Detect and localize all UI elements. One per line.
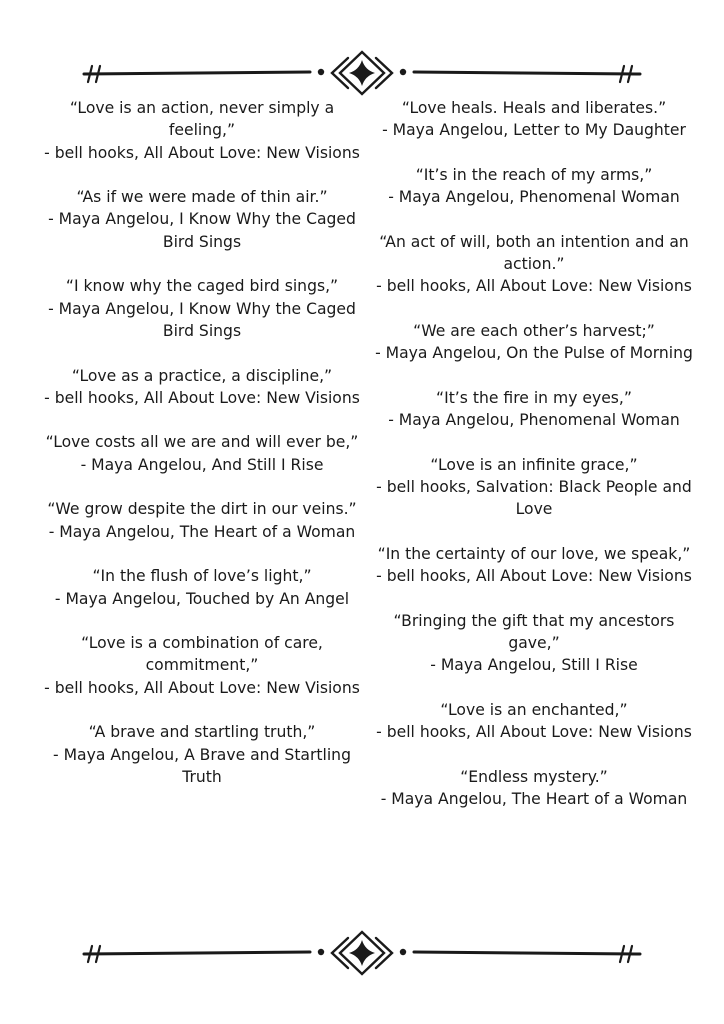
- quote-item: [42, 186, 362, 253]
- top-ornamental-divider: [0, 46, 724, 102]
- quote-attribution: - Maya Angelou, Phenomenal Woman: [388, 188, 680, 207]
- quote-text: “We are each other’s harvest;”: [413, 321, 655, 340]
- quote-item: [374, 543, 694, 588]
- quote-attribution: - Maya Angelou, Still I Rise: [430, 656, 638, 675]
- quote-attribution: - bell hooks, All About Love: New Visions: [44, 678, 360, 697]
- quote-item: [42, 721, 362, 788]
- quote-attribution: - bell hooks, All About Love: New Visions: [376, 277, 692, 296]
- quote-text: “Love heals. Heals and liberates.”: [401, 99, 667, 117]
- quote-item: [42, 431, 362, 476]
- left-quote-column: [42, 97, 362, 811]
- quote-text: “As if we were made of thin air.”: [76, 188, 328, 207]
- quote-attribution: - Maya Angelou, I Know Why the Caged Bird Sings: [48, 210, 356, 251]
- bottom-ornamental-divider: [0, 926, 724, 982]
- quote-attribution: - bell hooks, All About Love: New Visions: [376, 567, 692, 586]
- quote-item: [42, 365, 362, 410]
- quote-item: [374, 699, 694, 744]
- quote-text: “Love is an enchanted,”: [440, 701, 628, 720]
- quote-attribution: - Maya Angelou, The Heart of a Woman: [380, 790, 688, 809]
- quote-attribution: - bell hooks, All About Love: New Visions: [44, 388, 360, 407]
- diamond-star-ornament-icon: [0, 46, 724, 102]
- quote-attribution: - Maya Angelou, The Heart of a Woman: [48, 522, 356, 541]
- diamond-star-ornament-icon: [0, 926, 724, 982]
- quote-text: “Love is an action, never simply a feeling,”: [69, 99, 335, 140]
- quote-text: “Love costs all we are and will ever be,”: [45, 433, 359, 452]
- quote-attribution: - Maya Angelou, Touched by An Angel: [54, 589, 350, 608]
- quote-item: [374, 766, 694, 811]
- quote-text: “I know why the caged bird sings,”: [65, 277, 339, 296]
- quote-text: “An act of will, both an intention and an action.”: [379, 232, 689, 274]
- quote-attribution: - Maya Angelou, A Brave and Startling Truth: [53, 745, 351, 786]
- right-quote-column: [374, 97, 694, 833]
- quote-item: [374, 164, 694, 209]
- quote-text: “In the flush of love’s light,”: [92, 567, 312, 586]
- quote-item: [374, 97, 694, 142]
- quote-text: “A brave and startling truth,”: [88, 723, 316, 742]
- quote-text: “Bringing the gift that my ancestors gave,”: [393, 611, 675, 653]
- quote-item: [42, 275, 362, 342]
- quote-attribution: - bell hooks, All About Love: New Visions: [44, 143, 360, 162]
- quote-item: [374, 387, 694, 432]
- quote-attribution: - Maya Angelou, I Know Why the Caged Bird Sings: [48, 299, 356, 340]
- quote-attribution: - Maya Angelou, Letter to My Daughter: [382, 121, 686, 140]
- quote-text: “We grow despite the dirt in our veins.”: [47, 500, 357, 519]
- quote-text: “Love is a combination of care, commitment,”: [81, 634, 323, 675]
- quote-attribution: - bell hooks, All About Love: New Visions: [376, 723, 692, 742]
- quote-text: “Endless mystery.”: [460, 767, 608, 786]
- quote-text: “It’s the fire in my eyes,”: [436, 388, 632, 407]
- quote-attribution: - bell hooks, Salvation: Black People and Love: [376, 478, 692, 519]
- quote-item: [42, 632, 362, 699]
- quote-attribution: - Maya Angelou, And Still I Rise: [80, 455, 324, 474]
- quote-item: [374, 610, 694, 677]
- quote-item: [42, 498, 362, 543]
- quote-item: [374, 454, 694, 521]
- quote-item: [42, 97, 362, 164]
- quote-text: “Love as a practice, a discipline,”: [71, 366, 333, 385]
- quote-text: “It’s in the reach of my arms,”: [415, 165, 653, 184]
- quote-item: [42, 565, 362, 610]
- quote-text: “Love is an infinite grace,”: [430, 455, 638, 474]
- quote-item: [374, 320, 694, 365]
- quote-text: “In the certainty of our love, we speak,”: [377, 544, 691, 563]
- quote-attribution: - Maya Angelou, Phenomenal Woman: [388, 411, 680, 430]
- quote-attribution: - Maya Angelou, On the Pulse of Morning: [375, 344, 693, 363]
- quote-item: [374, 231, 694, 298]
